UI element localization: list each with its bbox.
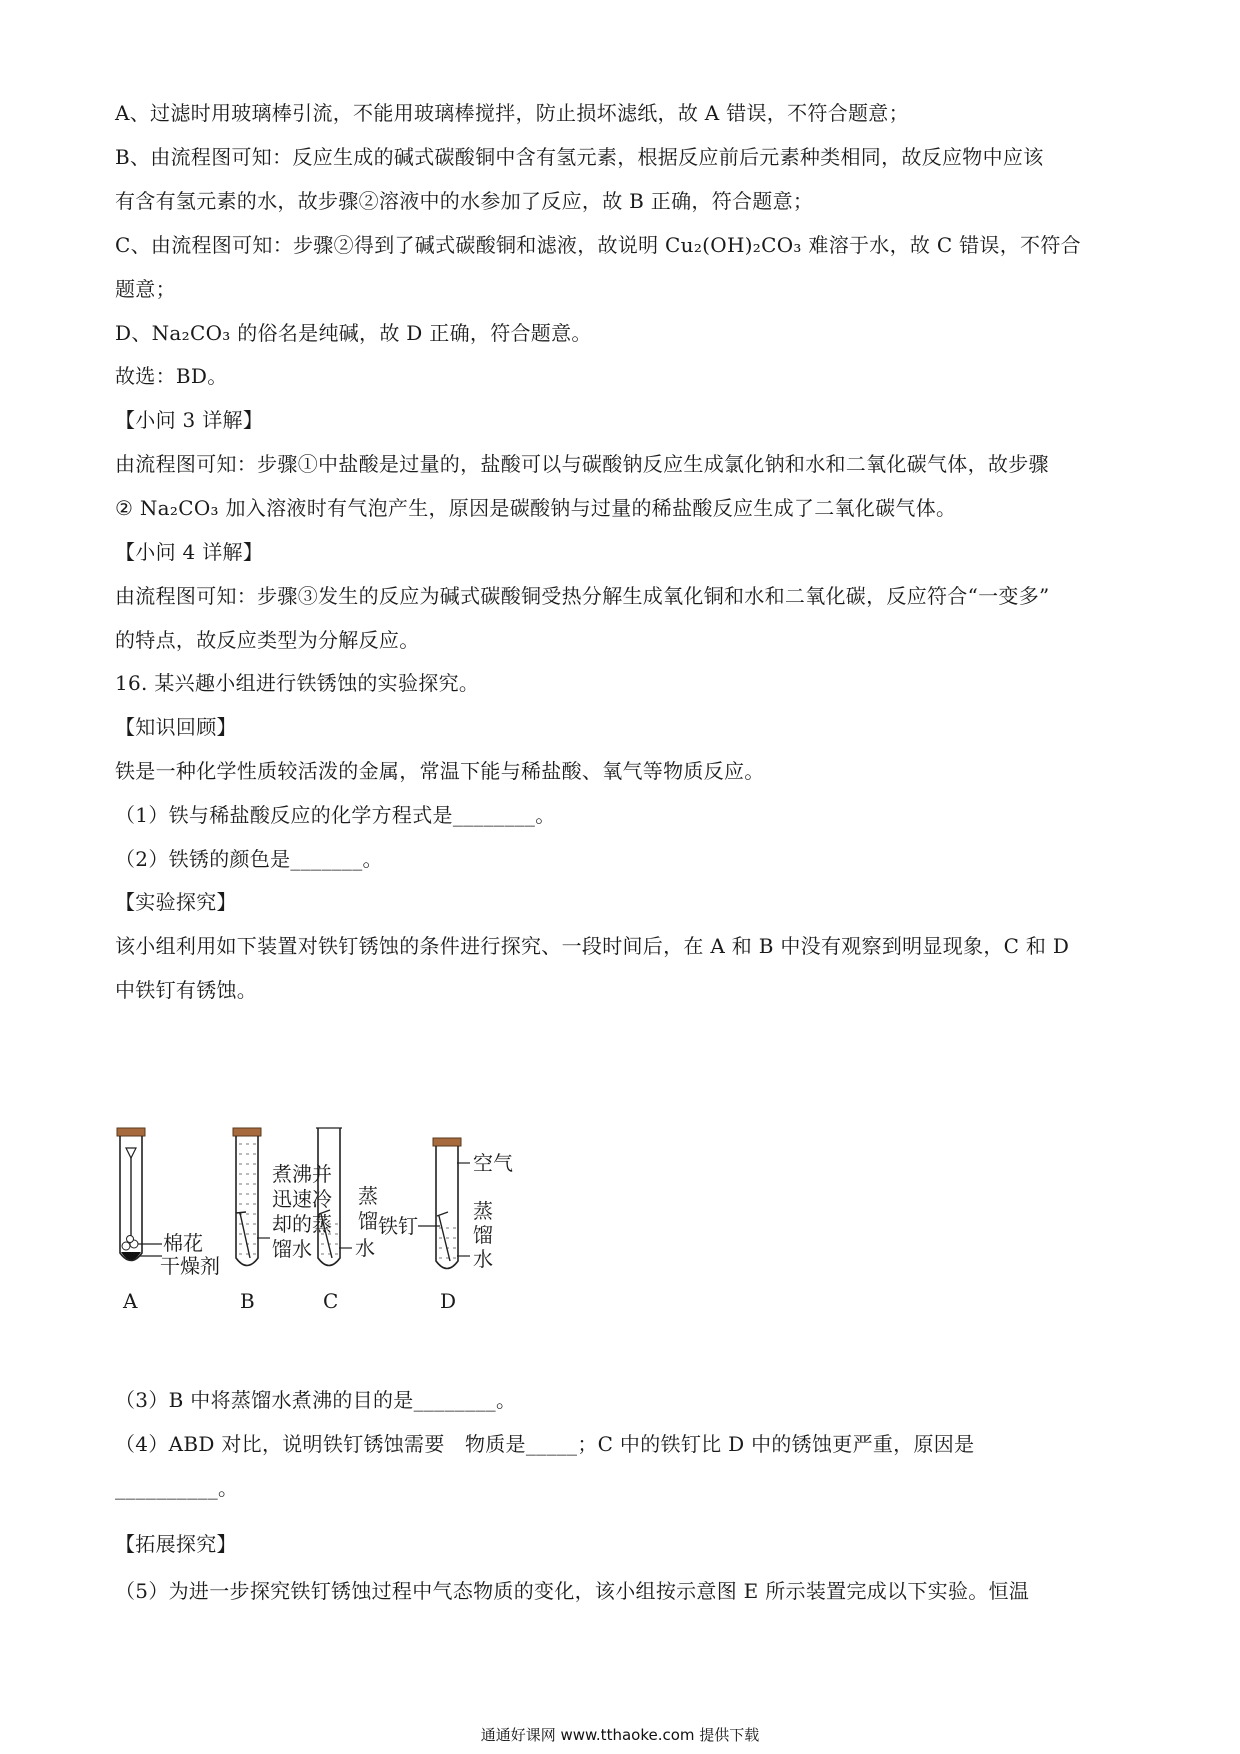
text-line: 铁是一种化学性质较活泼的金属，常温下能与稀盐酸、氧气等物质反应。 [115, 759, 765, 783]
text-line: A、过滤时用玻璃棒引流，不能用玻璃棒搅拌，防止损坏滤纸，故 A 错误，不符合题意； [115, 101, 909, 125]
label-d-line3: 水 [473, 1247, 493, 1271]
label-b-line4: 馏水 [272, 1237, 312, 1261]
test-tube-figure [100, 1118, 620, 1318]
section-heading: 【知识回顾】 [115, 715, 237, 739]
label-b-line2: 迅速冷 [272, 1187, 332, 1211]
text-line: __________。 [115, 1476, 239, 1500]
text-line: D、Na₂CO₃ 的俗名是纯碱，故 D 正确，符合题意。 [115, 321, 592, 345]
text-line: 故选：BD。 [115, 364, 228, 388]
label-c-line3: 水 [355, 1236, 375, 1260]
question-item: （2）铁锈的颜色是_______。 [115, 847, 383, 871]
label-c-line1: 蒸 [358, 1184, 378, 1208]
section-heading: 【小问 4 详解】 [115, 540, 264, 564]
label-b-line1: 煮沸并 [272, 1162, 332, 1186]
tube-a [117, 1128, 162, 1261]
text-line: 题意； [115, 277, 176, 301]
tube-letter-b: B [240, 1289, 255, 1313]
label-b-line3: 却的蒸 [272, 1212, 332, 1236]
section-heading: 【拓展探究】 [115, 1532, 237, 1556]
text-line: 由流程图可知：步骤③发生的反应为碱式碳酸铜受热分解生成氧化铜和水和二氧化碳，反应符合“一变多” [115, 584, 1050, 608]
tube-letter-c: C [323, 1289, 339, 1313]
text-line: 有含有氢元素的水，故步骤②溶液中的水参加了反应，故 B 正确，符合题意； [115, 189, 814, 213]
question-item: （5）为进一步探究铁钉锈蚀过程中气态物质的变化，该小组按示意图 E 所示装置完成以下实验。恒温 [115, 1579, 1030, 1603]
question-item: （4）ABD 对比，说明铁钉锈蚀需要 物质是_____；C 中的铁钉比 D 中的锈蚀更严重，原因是 [115, 1432, 975, 1456]
tube-letter-d: D [440, 1289, 457, 1313]
tube-d [418, 1138, 470, 1269]
text-line: C、由流程图可知：步骤②得到了碱式碳酸铜和滤液，故说明 Cu₂(OH)₂CO₃ 难溶于水，故 C 错误，不符合 [115, 233, 1081, 257]
tube-letter-a: A [123, 1289, 138, 1313]
label-d-line1: 蒸 [473, 1199, 493, 1223]
text-line: B、由流程图可知：反应生成的碱式碳酸铜中含有氢元素，根据反应前后元素种类相同，故反应物中应该 [115, 145, 1044, 169]
page-footer: 通通好课网 www.tthaoke.com 提供下载 [480, 1726, 760, 1744]
question-item: （3）B 中将蒸馏水煮沸的目的是________。 [115, 1388, 517, 1412]
question-item: （1）铁与稀盐酸反应的化学方程式是________。 [115, 803, 556, 827]
label-a-desiccant: 干燥剂 [160, 1254, 220, 1278]
text-line: ② Na₂CO₃ 加入溶液时有气泡产生，原因是碳酸钠与过量的稀盐酸反应生成了二氧化碳气体。 [115, 496, 957, 520]
label-d-nail: 铁钉 [378, 1214, 418, 1238]
text-line: 由流程图可知：步骤①中盐酸是过量的，盐酸可以与碳酸钠反应生成氯化钠和水和二氧化碳气体，故步骤 [115, 452, 1049, 476]
text-line: 中铁钉有锈蚀。 [115, 978, 258, 1002]
label-d-line2: 馏 [473, 1223, 493, 1247]
section-heading: 【小问 3 详解】 [115, 408, 264, 432]
section-heading: 【实验探究】 [115, 890, 237, 914]
label-c-line2: 馏 [358, 1209, 378, 1233]
label-d-air: 空气 [473, 1151, 513, 1175]
text-line: 该小组利用如下装置对铁钉锈蚀的条件进行探究、一段时间后，在 A 和 B 中没有观察到明显现象，C 和 D [115, 934, 1070, 958]
label-a-cotton: 棉花 [163, 1231, 203, 1255]
text-line: 的特点，故反应类型为分解反应。 [115, 628, 420, 652]
tube-b [233, 1128, 270, 1266]
question-title: 16. 某兴趣小组进行铁锈蚀的实验探究。 [115, 671, 480, 695]
